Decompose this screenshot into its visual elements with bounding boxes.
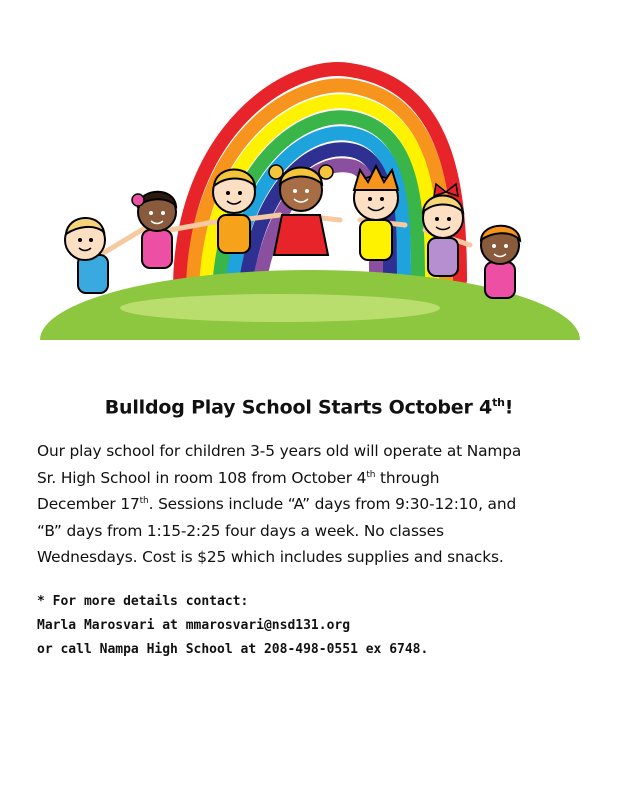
description-line-2 bbox=[37, 465, 597, 492]
contact-info bbox=[37, 590, 597, 662]
child-figure-5 bbox=[354, 166, 398, 260]
line-2-start: Sr. High School in room 108 from October 4 bbox=[37, 468, 367, 487]
line-2-ordinal: th bbox=[366, 469, 376, 480]
contact-email-line: Marla Marosvari at mmarosvari@nsd131.org bbox=[37, 618, 351, 633]
contact-phone-line: or call Nampa High School at 208-498-0551 ex 6748. bbox=[37, 642, 429, 657]
child-figure-7 bbox=[481, 226, 520, 298]
child-figure-1 bbox=[65, 218, 108, 293]
line-3-ordinal: th bbox=[139, 495, 149, 506]
flyer-title bbox=[0, 396, 618, 418]
line-3-end: . Sessions include “A” days from 9:30-12:10, and bbox=[148, 495, 517, 513]
description-line-1: Our play school for children 3-5 years old will operate at Nampa bbox=[37, 442, 522, 460]
flyer-title-text: Bulldog Play School Starts October 4 bbox=[104, 396, 493, 419]
description-line-3 bbox=[37, 491, 597, 518]
description-line-4: “B” days from 1:15-2:25 four days a week. No classes bbox=[37, 521, 444, 540]
flyer-title-ordinal: th bbox=[492, 396, 505, 409]
line-2-end: through bbox=[375, 468, 440, 487]
contact-heading: * For more details contact: bbox=[37, 594, 249, 609]
green-hill-highlight bbox=[120, 294, 440, 322]
rainbow-children-illustration bbox=[30, 40, 590, 340]
line-3-start: December 17 bbox=[37, 495, 140, 513]
flyer-title-end: ! bbox=[504, 396, 514, 419]
description-line-5: Wednesdays. Cost is $25 which includes supplies and snacks. bbox=[37, 548, 504, 566]
flyer-description bbox=[37, 438, 597, 571]
